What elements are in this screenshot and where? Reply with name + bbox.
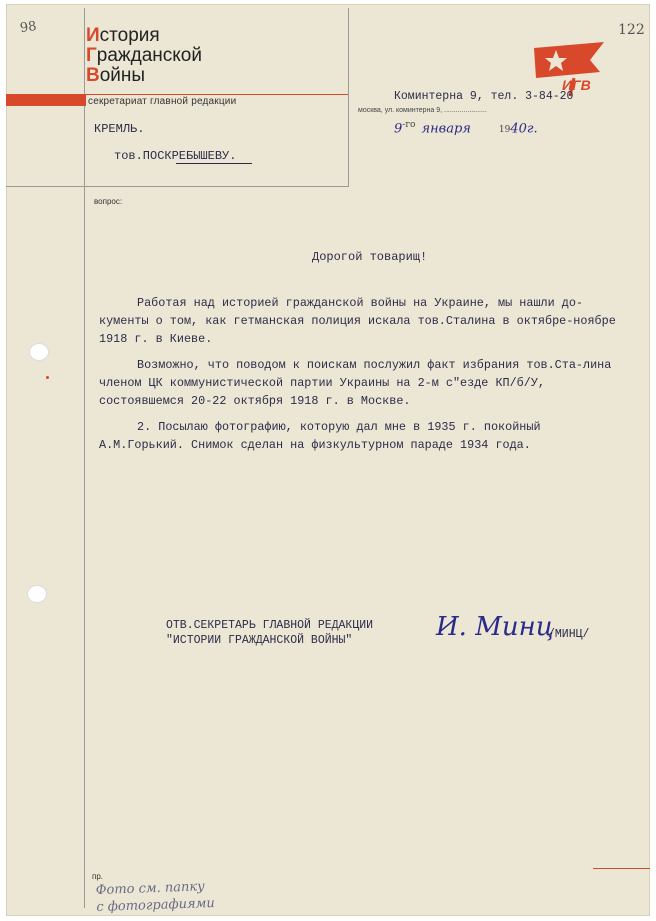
date-year-prefix: 19 bbox=[498, 125, 511, 136]
letterhead-rule-vertical bbox=[348, 8, 349, 186]
logo-text: ИГВ bbox=[562, 77, 591, 93]
letterhead-title bbox=[86, 26, 202, 86]
document-sheet bbox=[6, 4, 650, 916]
signature-title-line-2: "ИСТОРИИ ГРАЖДАНСКОЙ ВОЙНЫ" bbox=[166, 634, 353, 647]
date-year-hand: 40г. bbox=[510, 121, 538, 137]
handwritten-footnote bbox=[95, 878, 215, 916]
letterhead-line-2: Гражданской bbox=[86, 45, 202, 66]
archive-number-right: 122 bbox=[618, 22, 645, 38]
signature-title bbox=[166, 618, 373, 648]
handwritten-date bbox=[394, 120, 538, 136]
date-month: января bbox=[421, 121, 471, 137]
letterhead-line-1: История bbox=[86, 25, 160, 46]
date-suffix: -го bbox=[402, 120, 416, 130]
punch-hole-top bbox=[30, 344, 48, 360]
letterhead-secretariat: секретариат главной редакции bbox=[88, 96, 237, 107]
punch-hole-bottom bbox=[28, 586, 46, 602]
greeting: Дорогой товарищ! bbox=[312, 250, 428, 264]
letterhead-rule-horizontal bbox=[6, 186, 349, 187]
footer-red-rule bbox=[593, 868, 650, 869]
letterhead-line-3: Войны bbox=[86, 65, 146, 86]
body-paragraph-2: Возможно, что поводом к поискам послужил факт избрания тов.Ста-лина членом ЦК коммунистической партии Украины на 2-м с"езде КП/б/У, состоявшемся 20-22 октября 1918 г. в Москве. bbox=[99, 358, 612, 408]
archive-number-left: 98 bbox=[19, 18, 38, 37]
signature-name: /МИНЦ/ bbox=[548, 628, 590, 641]
addressee-line-2: тов.ПОСКРЕБЫШЕВУ. bbox=[114, 149, 237, 163]
addressee-line-1: КРЕМЛЬ. bbox=[94, 122, 145, 136]
margin-rule bbox=[84, 8, 85, 908]
address-small-print: москва, ул. коминтерна 9, ...................... bbox=[358, 107, 487, 114]
letter-body bbox=[99, 294, 629, 462]
footnote-line-1: Фото см. папку bbox=[95, 879, 205, 899]
red-mark bbox=[46, 376, 49, 379]
handwritten-signature: И. Минц bbox=[436, 612, 554, 642]
body-paragraph-3: 2. Посылаю фотографию, которую дал мне в 1935 г. покойный А.М.Горький. Снимок сделан на физкультурном параде 1934 года. bbox=[99, 420, 541, 452]
signature-title-line-1: ОТВ.СЕКРЕТАРЬ ГЛАВНОЙ РЕДАКЦИИ bbox=[166, 619, 374, 632]
footer-pr-label: пр. bbox=[92, 872, 104, 881]
body-paragraph-1: Работая над историей гражданской войны на Украине, мы нашли до-кументы о том, как гетманская полиция искала тов.Сталина в октябре-ноябре 1918 г. в Киеве. bbox=[99, 296, 616, 346]
address-line: Коминтерна 9, тел. 3-84-20 bbox=[394, 90, 574, 103]
footnote-line-2: с фотографиями bbox=[96, 895, 216, 916]
addressee-underline bbox=[176, 163, 252, 164]
vopros-label: вопрос: bbox=[94, 197, 123, 206]
date-day: 9 bbox=[394, 121, 403, 137]
